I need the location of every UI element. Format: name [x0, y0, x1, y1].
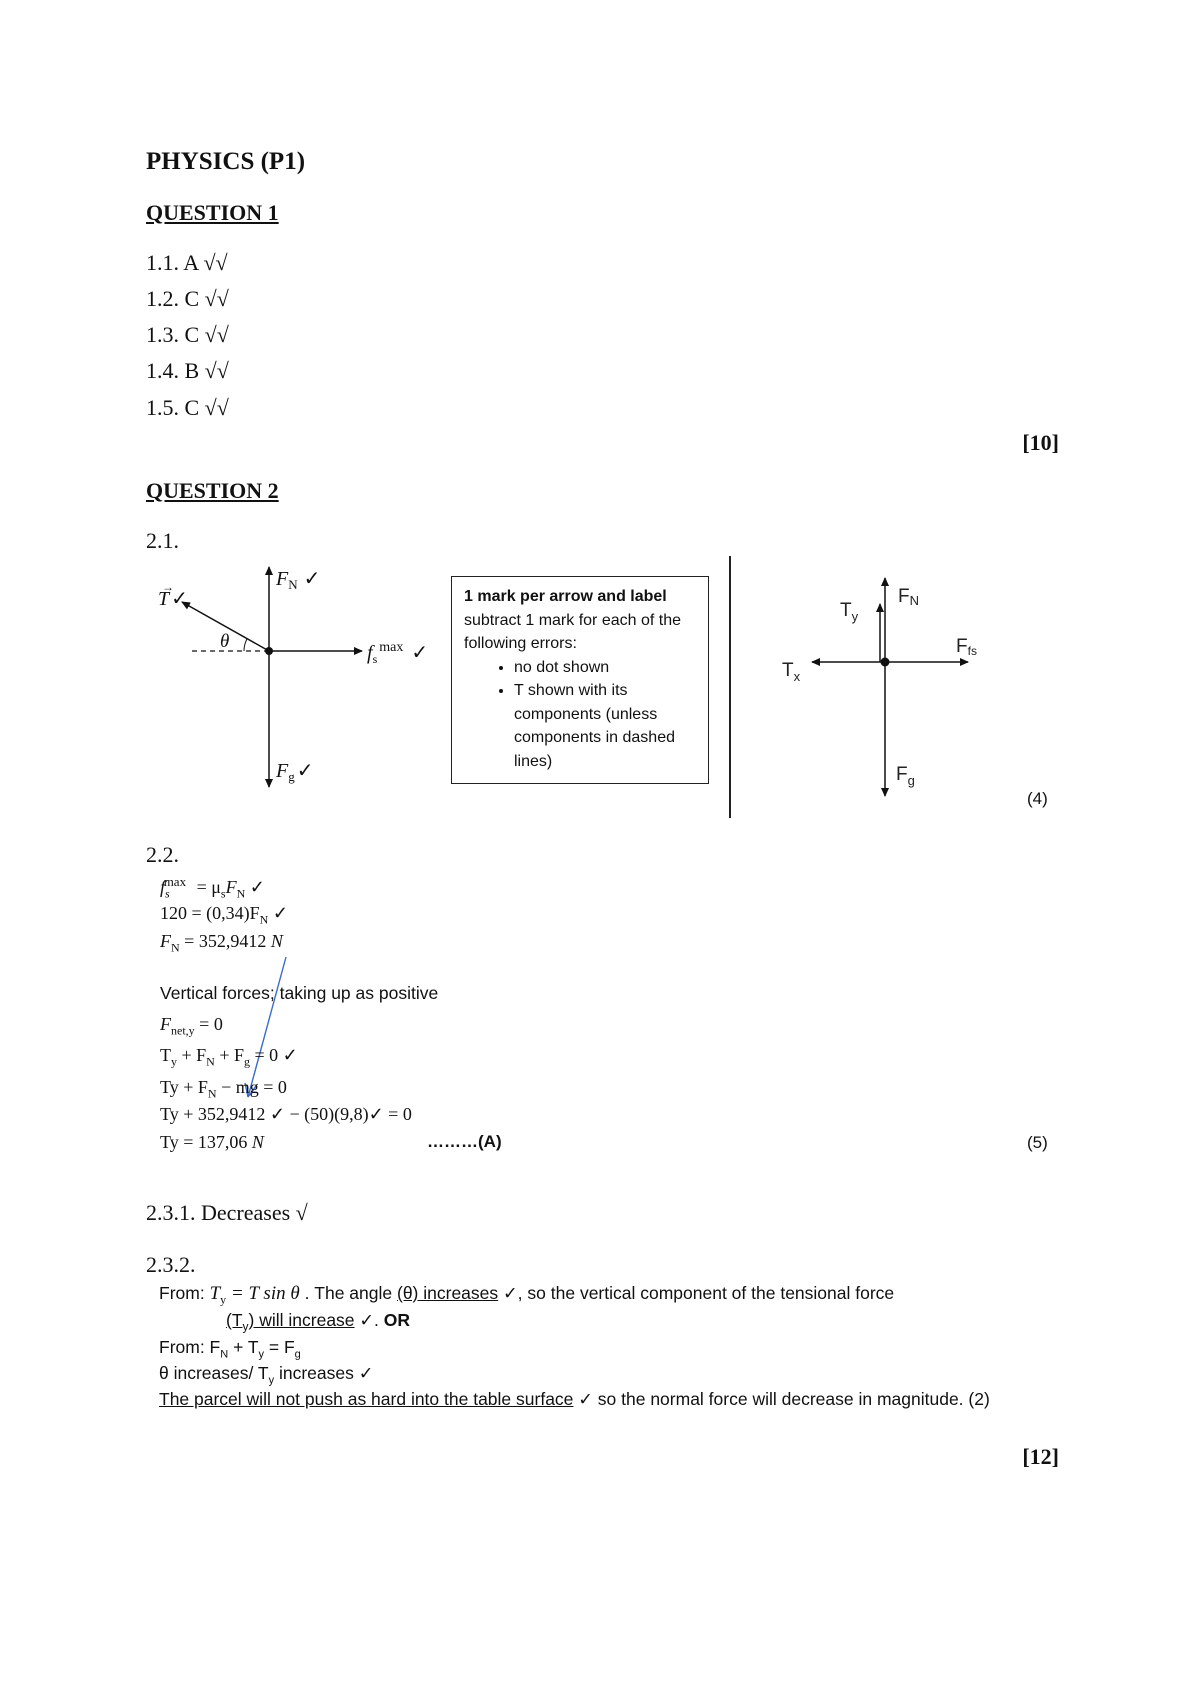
svg-text:FN	[898, 586, 919, 608]
free-body-diagram-components	[770, 560, 1010, 805]
question-1-total: [10]	[1022, 430, 1059, 455]
answer-1-4: 1.4. B √√	[146, 358, 229, 383]
answer-2-3-2-line-4: θ increases/ $T_y$ increases ✓	[159, 1363, 374, 1387]
subquestion-2-1-label: 2.1.	[146, 528, 179, 553]
normal-force-label: F	[276, 568, 289, 590]
marking-note-item: • no dot shown	[514, 656, 696, 680]
tension-x-subscript: x	[793, 669, 801, 684]
vertical-divider	[729, 556, 731, 818]
equation-numeric-substitution: Ty + 352,9412 ✓ − (50)(9,8)✓ = 0	[160, 1104, 412, 1124]
page-title: PHYSICS (P1)	[146, 148, 306, 175]
gravity-check: ✓	[296, 760, 314, 782]
point-object-dot	[265, 647, 273, 655]
answer-1-3: 1.3. C √√	[146, 322, 229, 347]
gravity-subscript: g	[907, 773, 915, 788]
equation-friction-max: $f_s^{max} = \mu_sF_N$ ✓	[160, 874, 265, 901]
tension-y-label: T	[840, 600, 852, 621]
friction-label: f	[367, 642, 373, 664]
equation-substitution: $120 = (0,34)F_N$ ✓	[160, 903, 288, 927]
gravity-subscript: g	[288, 769, 295, 784]
subquestion-2-3-1-label: 2.3.1.	[146, 1200, 196, 1225]
equation-label-a: ………(A)	[427, 1132, 502, 1151]
svg-text:Tx	[782, 660, 801, 684]
equation-vector-sum: $T_y + F_N + F_g = 0$ ✓	[160, 1045, 298, 1069]
question-2-total: [12]	[1022, 1444, 1059, 1469]
gravity-label: F	[896, 764, 908, 785]
point-object-dot	[881, 658, 890, 667]
normal-force-subscript: N	[288, 577, 298, 592]
svg-text:Ffs	[956, 636, 977, 658]
answer-1-1: 1.1. A √√	[146, 250, 228, 275]
subquestion-2-3-1-answer: Decreases √	[201, 1200, 308, 1225]
vertical-forces-note: Vertical forces; taking up as positive	[160, 983, 439, 1003]
svg-text:Fg	[896, 764, 915, 788]
normal-force-label: F	[898, 586, 910, 607]
friction-subscript: fs	[967, 644, 977, 658]
friction-label: F	[956, 636, 968, 657]
marking-note-text: subtract 1 mark for each of the following errors:	[464, 611, 681, 652]
tension-x-label: T	[782, 660, 794, 681]
answer-2-3-2-line-2: $(T_y)$ will increase ✓. OR	[226, 1310, 411, 1334]
tension-vector-arrow-glyph: →	[162, 580, 174, 594]
friction-check: ✓	[411, 642, 429, 664]
answer-1-2: 1.2. C √√	[146, 286, 229, 311]
subquestion-2-2-marks: (5)	[1027, 1133, 1048, 1152]
subquestion-2-3-2-label: 2.3.2.	[146, 1252, 196, 1277]
answer-2-3-2-line-5: The parcel will not push as hard into the table surface ✓ so the normal force will decrease in magnitude. (2)	[159, 1389, 990, 1409]
marking-note-bold: 1 mark per arrow and label	[464, 588, 667, 605]
free-body-diagram-vectors	[140, 555, 450, 800]
normal-force-check: ✓	[303, 568, 321, 590]
theta-label: θ	[220, 631, 230, 652]
subquestion-2-3-1	[146, 1200, 308, 1226]
friction-superscript: max	[379, 640, 404, 655]
svg-text:Ty	[840, 600, 859, 624]
normal-force-subscript: N	[909, 593, 919, 608]
question-2-heading: QUESTION 2	[146, 478, 279, 503]
equation-normal-force-result: $F_N = 352,9412$ N	[160, 931, 283, 955]
answer-2-3-2-line-3: From: $F_N + T_y = F_g$	[159, 1337, 301, 1361]
marking-note-list	[464, 656, 696, 774]
subquestion-2-2-label: 2.2.	[146, 842, 179, 867]
answer-1-5: 1.5. C √√	[146, 395, 229, 420]
tension-y-subscript: y	[851, 609, 859, 624]
svg-text:FN✓	[275, 568, 320, 592]
svg-text:fsmax✓	[367, 640, 428, 666]
angle-arc	[244, 639, 247, 651]
tension-label: T	[158, 588, 170, 610]
marking-note-item: • T shown with its components (unless components in dashed lines)	[514, 679, 696, 773]
marking-note-box	[451, 576, 709, 784]
equation-scalar-sum: $Ty + F_N$ − mg = 0	[160, 1077, 287, 1101]
equation-tension-y-result: Ty = 137,06 N	[160, 1132, 264, 1152]
gravity-label: F	[276, 760, 289, 782]
subquestion-2-1-marks: (4)	[1027, 789, 1048, 808]
equation-net-force-y: $F_{net,y} = 0$	[160, 1014, 223, 1038]
friction-subscript: s	[372, 652, 378, 666]
question-1-heading: QUESTION 1	[146, 200, 279, 225]
svg-text:Fg✓	[275, 760, 313, 784]
answer-2-3-2-line-1: From: $T_y = T$ sin θ . The angle (θ) increases ✓, so the vertical component of the tensional force	[159, 1283, 895, 1307]
tension-check: ✓	[171, 588, 188, 610]
